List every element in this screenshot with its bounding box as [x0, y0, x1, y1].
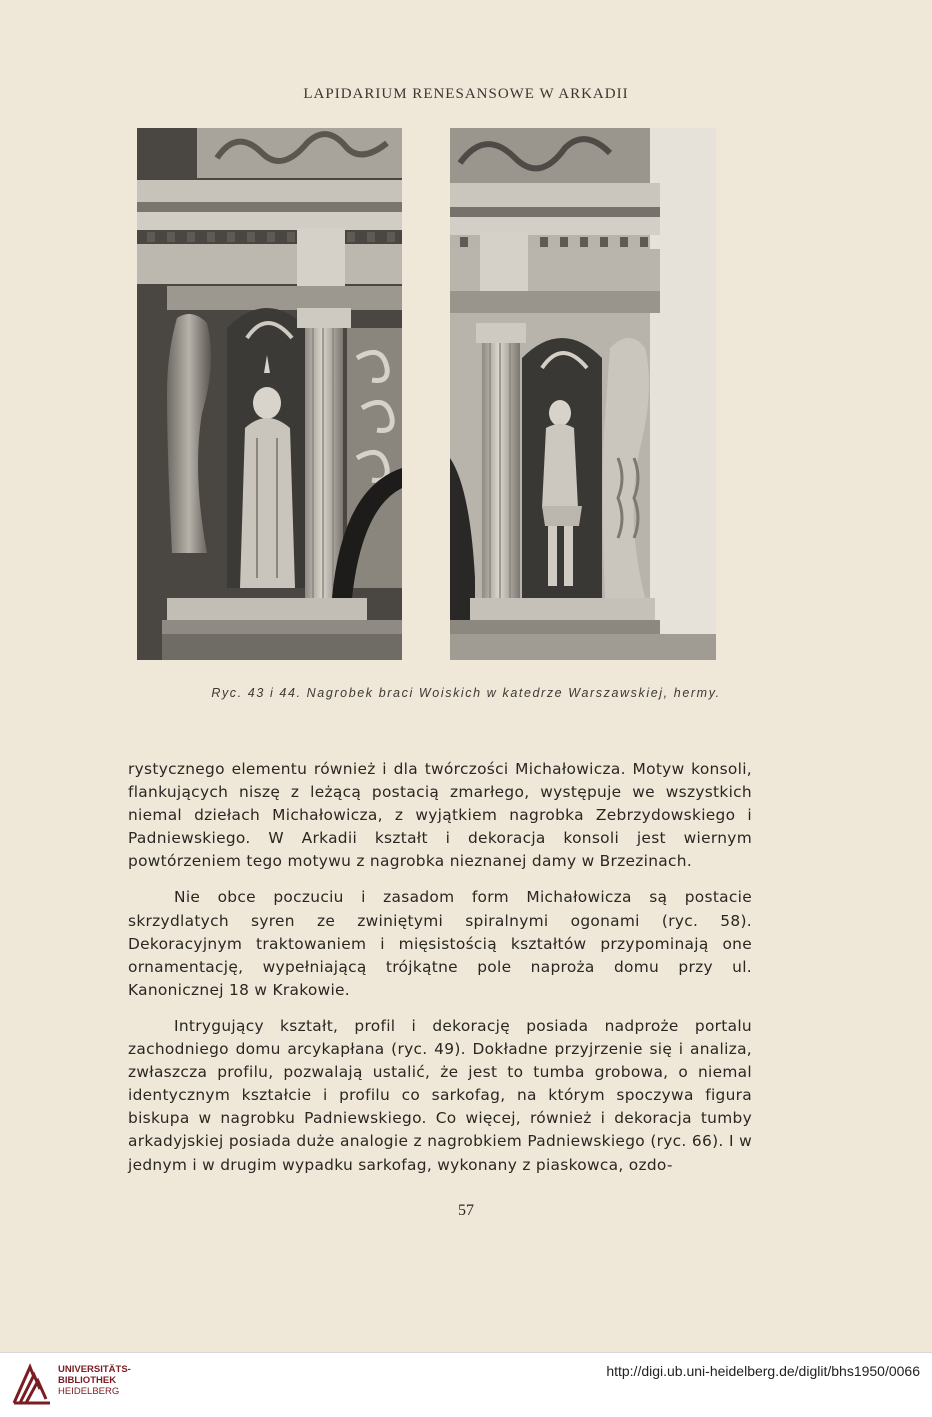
figure-right-photo: [450, 128, 716, 660]
library-logo-icon: [10, 1363, 54, 1407]
library-name: [58, 1364, 131, 1397]
viewer-footer: [0, 1352, 932, 1417]
figure-left-photo: [137, 128, 402, 660]
paragraph: Intrygujący kształt, profil i dekorację posiada nadproże portalu zachodniego domu arcykapłana (ryc. 49). Dokładne przyjrzenie się i analiza, zwłaszcza profilu, pozwalają ustalić, że jest to tumba grobowa, o niemal identycznym kształcie i profilu co sarkofag, na którym spoczywa figura biskupa w nagrobku Padniewskiego. Co więcej, również i dekoracja tumby arkadyjskiej posiada duże analogie z nagrobkiem Padniewskiego (ryc. 66). I w jednym i w drugim wypadku sarkofag, wykonany z piaskowca, ozdo-: [128, 1016, 752, 1174]
paragraph: Nie obce poczuciu i zasadom form Michałowicza są postacie skrzydlatych syren ze zwiniętymi spiralnymi ogonami (ryc. 58). Dekoracyjnym traktowaniem i mięsistością kształtów przypominają one ornamentację, wypełniającą trójkątne pole naproża domu przy ul. Kanonicznej 18 w Krakowie.: [128, 888, 752, 999]
library-name-line: BIBLIOTHEK: [58, 1375, 117, 1386]
body-text: [128, 758, 752, 1190]
bishop-herm-image: [137, 128, 402, 660]
library-name-line: UNIVERSITÄTS-: [58, 1364, 131, 1375]
knight-herm-image: [450, 128, 716, 660]
page-number: 57: [458, 1202, 474, 1219]
library-name-line: HEIDELBERG: [58, 1386, 120, 1397]
permalink-url[interactable]: http://digi.ub.uni-heidelberg.de/diglit/bhs1950/0066: [606, 1363, 920, 1379]
paragraph: rystycznego elementu również i dla twórczości Michałowicza. Motyw konsoli, flankujących niszę z leżącą postacią zmarłego, występuje we wszystkich niemal dziełach Michałowicza, z wyjątkiem nagrobka Zebrzydowskiego i Padniewskiego. W Arkadii kształt i dekoracja konsoli jest wiernym powtórzeniem tego motywu z nagrobka nieznanej damy w Brzezinach.: [128, 760, 752, 871]
running-head: LAPIDARIUM RENESANSOWE W ARKADII: [303, 86, 629, 102]
figure-caption: Ryc. 43 i 44. Nagrobek braci Woiskich w katedrze Warszawskiej, hermy.: [211, 686, 721, 700]
